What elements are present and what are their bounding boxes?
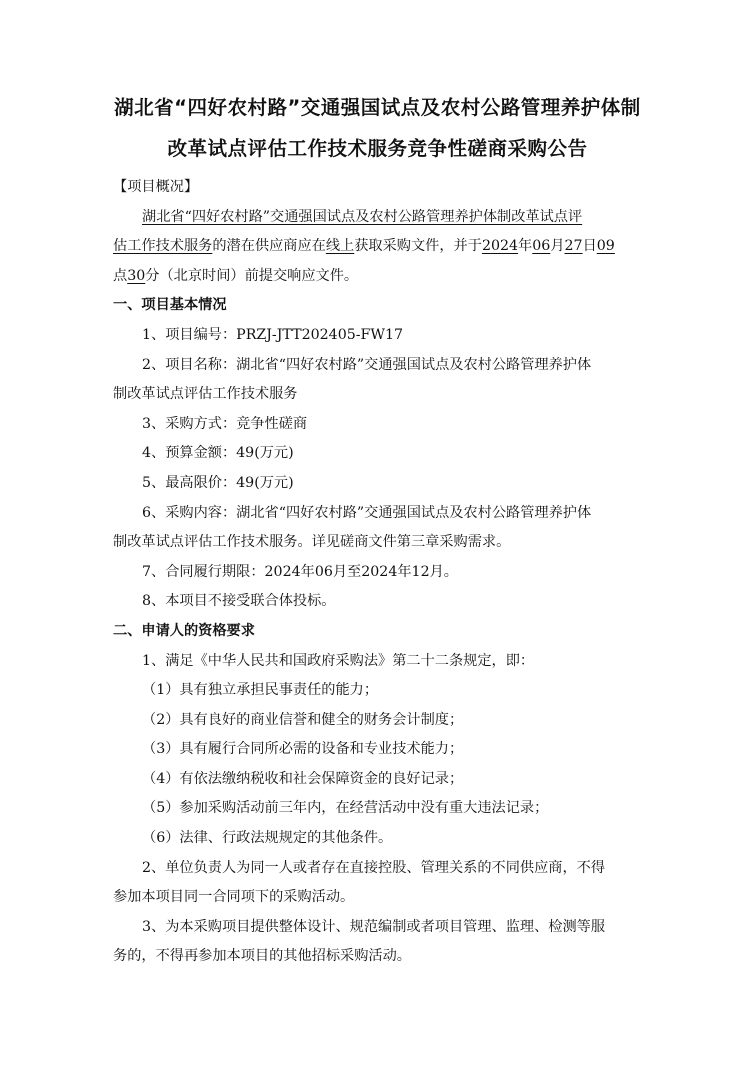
section-2-item: 1、满足《中华人民共和国政府采购法》第二十二条规定，即： xyxy=(142,652,535,669)
document-title-line-2: 改革试点评估工作技术服务竞争性磋商采购公告 xyxy=(167,137,588,160)
section-1-item: 7、合同履行期限：2024年06月至2024年12月。 xyxy=(142,563,458,580)
section-2-sub-item: （6）法律、行政法规规定的其他条件。 xyxy=(142,830,393,847)
section-1-item: 5、最高限价：49(万元) xyxy=(142,474,294,491)
document-body xyxy=(113,173,643,972)
deadline-year: 2024 xyxy=(481,238,519,255)
section-2-heading: 二、申请人的资格要求 xyxy=(113,622,255,639)
section-1-item: 6、采购内容：湖北省“四好农村路”交通强国试点及农村公路管理养护体 xyxy=(142,504,592,521)
overview-text: 月 xyxy=(550,238,565,255)
deadline-month: 06 xyxy=(532,238,551,255)
section-2-sub-item: （4）有依法缴纳税收和社会保障资金的良好记录； xyxy=(142,770,464,787)
section-2-sub-item: （1）具有独立承担民事责任的能力； xyxy=(142,682,379,699)
section-2-sub-item: （5）参加采购活动前三年内，在经营活动中没有重大违法记录； xyxy=(142,800,549,817)
section-2-sub-item: （3）具有履行合同所必需的设备和专业技术能力； xyxy=(142,741,464,758)
overview-line-1 xyxy=(113,203,643,233)
overview-text: 年 xyxy=(518,238,533,255)
section-1-heading: 一、项目基本情况 xyxy=(113,297,227,314)
overview-text: 获取采购文件，并于 xyxy=(354,238,482,255)
overview-text: 日 xyxy=(582,238,597,255)
overview-text: 的潜在供应商应在 xyxy=(212,238,326,255)
section-2-item: 2、单位负责人为同一人或者存在直接控股、管理关系的不同供应商，不得 xyxy=(142,859,606,876)
deadline-hour: 09 xyxy=(596,238,615,255)
section-1-item: 制改革试点评估工作技术服务 xyxy=(113,386,298,403)
overview-text: 点 xyxy=(113,267,128,284)
deadline-minute: 30 xyxy=(127,267,146,284)
section-2-sub-item: （2）具有良好的商业信誉和健全的财务会计制度； xyxy=(142,711,464,728)
deadline-day: 27 xyxy=(564,238,583,255)
section-1-item: 2、项目名称：湖北省“四好农村路”交通强国试点及农村公路管理养护体 xyxy=(142,356,592,373)
section-1-item: 制改革试点评估工作技术服务。详见磋商文件第三章采购需求。 xyxy=(113,534,511,551)
section-1-item: 1、项目编号：PRZJ-JTT202405-FW17 xyxy=(142,326,404,343)
overview-text: 分（北京时间）前提交响应文件。 xyxy=(145,267,359,284)
document-title-line-1: 湖北省“四好农村路”交通强国试点及农村公路管理养护体制 xyxy=(114,96,641,119)
section-1-item: 8、本项目不接受联合体投标。 xyxy=(142,593,336,610)
section-2-item: 参加本项目同一合同项下的采购活动。 xyxy=(113,889,355,906)
section-2-item: 3、为本采购项目提供整体设计、规范编制或者项目管理、监理、检测等服 xyxy=(142,918,606,935)
section-1-item: 4、预算金额：49(万元) xyxy=(142,445,294,462)
project-name-link-cont: 估工作技术服务 xyxy=(113,238,213,255)
section-1-item: 3、采购方式：竞争性磋商 xyxy=(142,415,308,432)
overview-heading: 【项目概况】 xyxy=(113,179,199,195)
section-2-item: 务的，不得再参加本项目的其他招标采购活动。 xyxy=(113,948,411,965)
overview-line-2 xyxy=(113,232,643,262)
online-text: 线上 xyxy=(325,238,355,255)
project-name-link: 湖北省“四好农村路”交通强国试点及农村公路管理养护体制改革试点评 xyxy=(142,208,583,225)
overview-line-3 xyxy=(113,262,643,292)
